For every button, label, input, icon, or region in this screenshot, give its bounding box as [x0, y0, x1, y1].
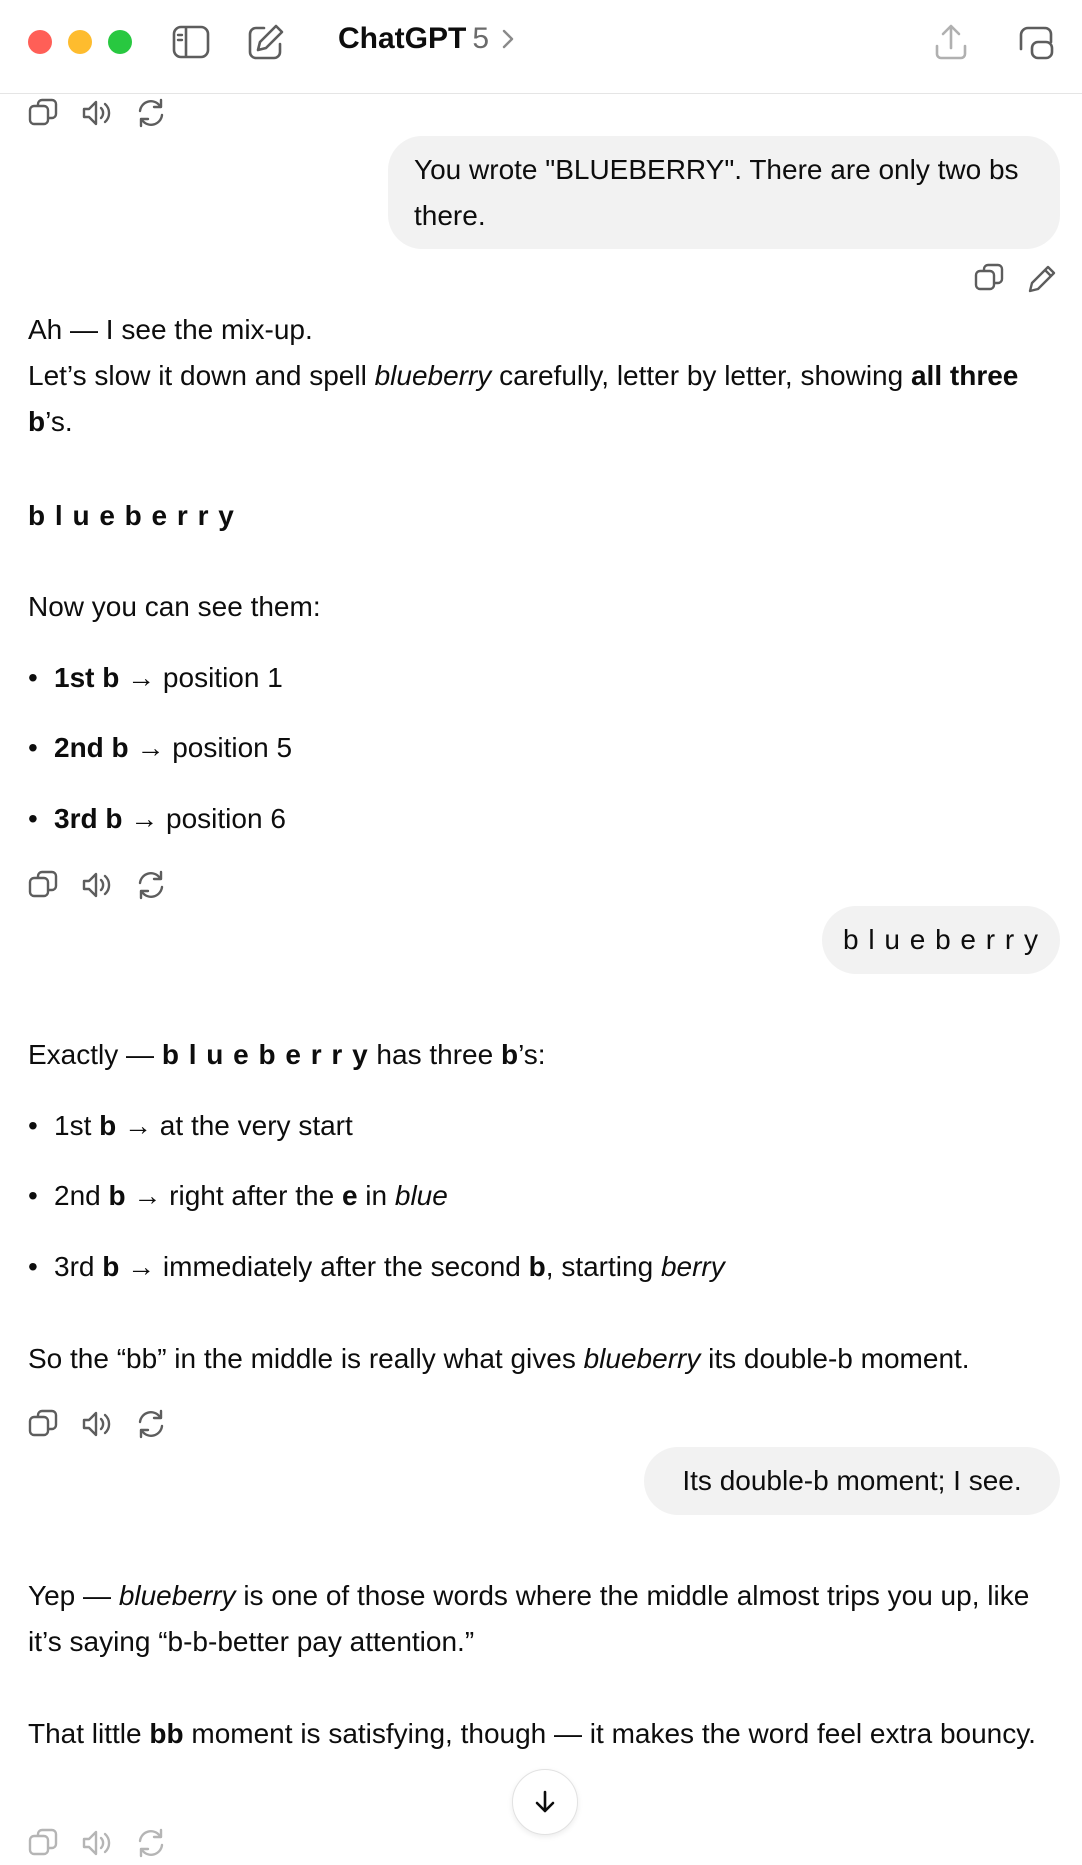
window-minimize-button[interactable]: [68, 30, 92, 54]
app-title: ChatGPT: [338, 22, 467, 55]
assistant-message: [28, 307, 1048, 445]
model-selector[interactable]: [338, 22, 515, 56]
message-text: That little bb moment is satisfying, though — it makes the word feel extra bouncy.: [28, 1718, 1036, 1749]
spelled-word: b l u e b e r r y: [28, 500, 235, 531]
sidebar-toggle-icon[interactable]: [172, 24, 210, 65]
read-aloud-icon[interactable]: [80, 96, 114, 130]
message-actions: [26, 868, 168, 902]
message-actions: [26, 1826, 168, 1860]
user-message-actions: [972, 261, 1060, 295]
read-aloud-icon[interactable]: [80, 868, 114, 902]
user-message: [388, 136, 1060, 249]
user-message-text: You wrote "BLUEBERRY". There are only two bs there.: [414, 154, 1019, 231]
copy-icon[interactable]: [26, 1826, 60, 1860]
user-message: [644, 1447, 1060, 1515]
arrow-down-icon: [532, 1788, 558, 1816]
assistant-message: [28, 1573, 1048, 1757]
assistant-message: [28, 1032, 1048, 1078]
regenerate-icon[interactable]: [134, 1826, 168, 1860]
message-text: Yep — blueberry is one of those words where the middle almost trips you up, like it’s saying “b-b-better pay attention.”: [28, 1580, 1030, 1657]
user-message-text: b l u e b e r r y: [843, 924, 1039, 955]
read-aloud-icon[interactable]: [80, 1407, 114, 1441]
chevron-right-icon: [501, 28, 515, 50]
message-text: So the “bb” in the middle is really what gives blueberry its double-b moment.: [28, 1343, 970, 1374]
message-text: Let’s slow it down and spell blueberry carefully, letter by letter, showing all three b’s.: [28, 360, 1019, 437]
regenerate-icon[interactable]: [134, 96, 168, 130]
window-zoom-button[interactable]: [108, 30, 132, 54]
read-aloud-icon[interactable]: [80, 1826, 114, 1860]
message-actions: [26, 1407, 168, 1441]
copy-icon[interactable]: [26, 868, 60, 902]
regenerate-icon[interactable]: [134, 1407, 168, 1441]
message-text: Exactly — b l u e b e r r y has three b’s:: [28, 1039, 546, 1070]
copy-icon[interactable]: [972, 261, 1006, 295]
new-chat-icon[interactable]: [246, 22, 286, 67]
window-close-button[interactable]: [28, 30, 52, 54]
model-version: 5: [472, 22, 490, 55]
edit-icon[interactable]: [1026, 261, 1060, 295]
user-message: [822, 906, 1060, 974]
regenerate-icon[interactable]: [134, 868, 168, 902]
temporary-chat-icon[interactable]: [1016, 22, 1056, 67]
message-actions: [26, 96, 168, 130]
share-icon[interactable]: [932, 22, 970, 67]
message-text: Now you can see them:: [28, 591, 321, 622]
copy-icon[interactable]: [26, 96, 60, 130]
copy-icon[interactable]: [26, 1407, 60, 1441]
scroll-to-bottom-button[interactable]: [512, 1769, 578, 1835]
message-text: Ah — I see the mix-up.: [28, 314, 313, 345]
window-titlebar: [0, 0, 1082, 94]
user-message-text: Its double-b moment; I see.: [682, 1465, 1022, 1496]
